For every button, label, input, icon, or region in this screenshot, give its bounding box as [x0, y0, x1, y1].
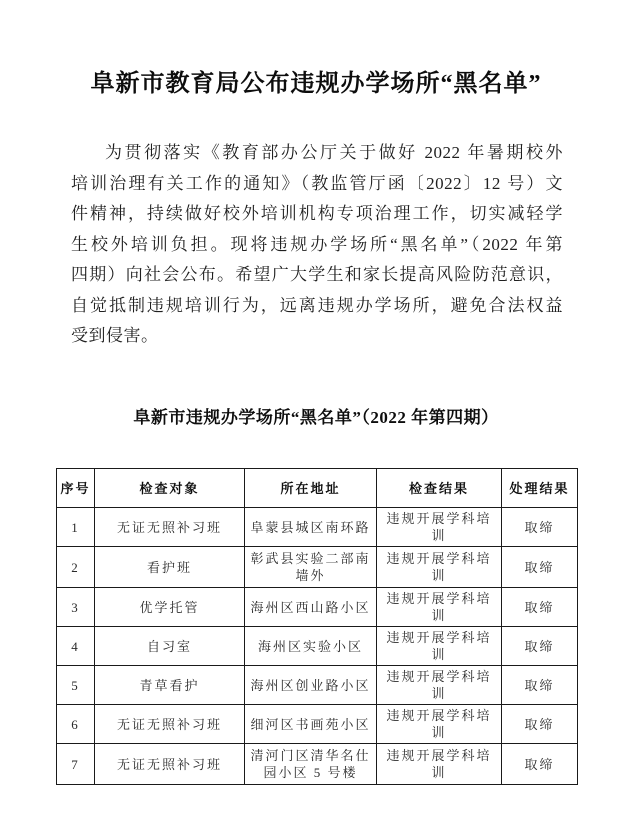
paragraph-line: 四期）向社会公布。希望广大学生和家长提高风险防范意识， — [71, 265, 563, 284]
cell-target: 无证无照补习班 — [95, 508, 245, 547]
cell-index: 3 — [57, 588, 95, 627]
cell-target: 优学托管 — [95, 588, 245, 627]
paragraph-line: 培训治理有关工作的通知》（教监管厅函〔2022〕12 号）文 — [71, 173, 563, 193]
header-cell-action: 处理结果 — [502, 469, 578, 508]
paragraph-line: 为贯彻落实《教育部办公厅关于做好 2022 年暑期校外 — [105, 143, 563, 162]
cell-action: 取缔 — [502, 547, 578, 588]
header-cell-target: 检查对象 — [95, 469, 245, 508]
cell-action: 取缔 — [502, 508, 578, 547]
cell-index: 5 — [57, 666, 95, 705]
header-cell-address: 所在地址 — [245, 469, 377, 508]
cell-result: 违规开展学科培训 — [377, 508, 502, 547]
cell-result: 违规开展学科培训 — [377, 666, 502, 705]
table-row — [57, 588, 578, 627]
paragraph-line: 件精神，持续做好校外培训机构专项治理工作，切实减轻学 — [71, 204, 563, 223]
table-row — [57, 508, 578, 547]
cell-action: 取缔 — [502, 705, 578, 744]
paragraph-line: 自觉抵制违规培训行为，远离违规办学场所，避免合法权益 — [71, 295, 563, 315]
blacklist-table — [56, 468, 578, 785]
cell-index: 7 — [57, 744, 95, 785]
paragraph-line: 生校外培训负担。现将违规办学场所“黑名单”（2022 年第 — [71, 234, 563, 254]
cell-target: 无证无照补习班 — [95, 744, 245, 785]
table-row — [57, 666, 578, 705]
cell-result: 违规开展学科培训 — [377, 547, 502, 588]
cell-index: 2 — [57, 547, 95, 588]
cell-index: 6 — [57, 705, 95, 744]
table-row — [57, 744, 578, 785]
header-cell-result: 检查结果 — [377, 469, 502, 508]
cell-address: 阜蒙县城区南环路 — [245, 508, 377, 547]
cell-result: 违规开展学科培训 — [377, 627, 502, 666]
cell-address: 清河门区清华名仕园小区 5 号楼 — [245, 744, 377, 785]
table-caption: 阜新市违规办学场所“黑名单”（2022 年第四期） — [133, 408, 499, 427]
paragraph-line: 受到侵害。 — [71, 326, 159, 345]
cell-result: 违规开展学科培训 — [377, 588, 502, 627]
cell-target: 自习室 — [95, 627, 245, 666]
cell-action: 取缔 — [502, 588, 578, 627]
cell-address: 细河区书画苑小区 — [245, 705, 377, 744]
cell-index: 4 — [57, 627, 95, 666]
table-row — [57, 627, 578, 666]
document-title: 阜新市教育局公布违规办学场所“黑名单” — [90, 71, 542, 97]
cell-address: 海州区创业路小区 — [245, 666, 377, 705]
cell-address: 彰武县实验二部南墙外 — [245, 547, 377, 588]
table-row — [57, 705, 578, 744]
cell-address: 海州区实验小区 — [245, 627, 377, 666]
cell-address: 海州区西山路小区 — [245, 588, 377, 627]
cell-action: 取缔 — [502, 744, 578, 785]
header-cell-index: 序号 — [57, 469, 95, 508]
cell-target: 青草看护 — [95, 666, 245, 705]
cell-target: 无证无照补习班 — [95, 705, 245, 744]
cell-action: 取缔 — [502, 666, 578, 705]
cell-result: 违规开展学科培训 — [377, 705, 502, 744]
table-header-row — [57, 469, 578, 508]
cell-action: 取缔 — [502, 627, 578, 666]
cell-target: 看护班 — [95, 547, 245, 588]
cell-result: 违规开展学科培训 — [377, 744, 502, 785]
table-row — [57, 547, 578, 588]
cell-index: 1 — [57, 508, 95, 547]
body-paragraph — [71, 138, 563, 352]
